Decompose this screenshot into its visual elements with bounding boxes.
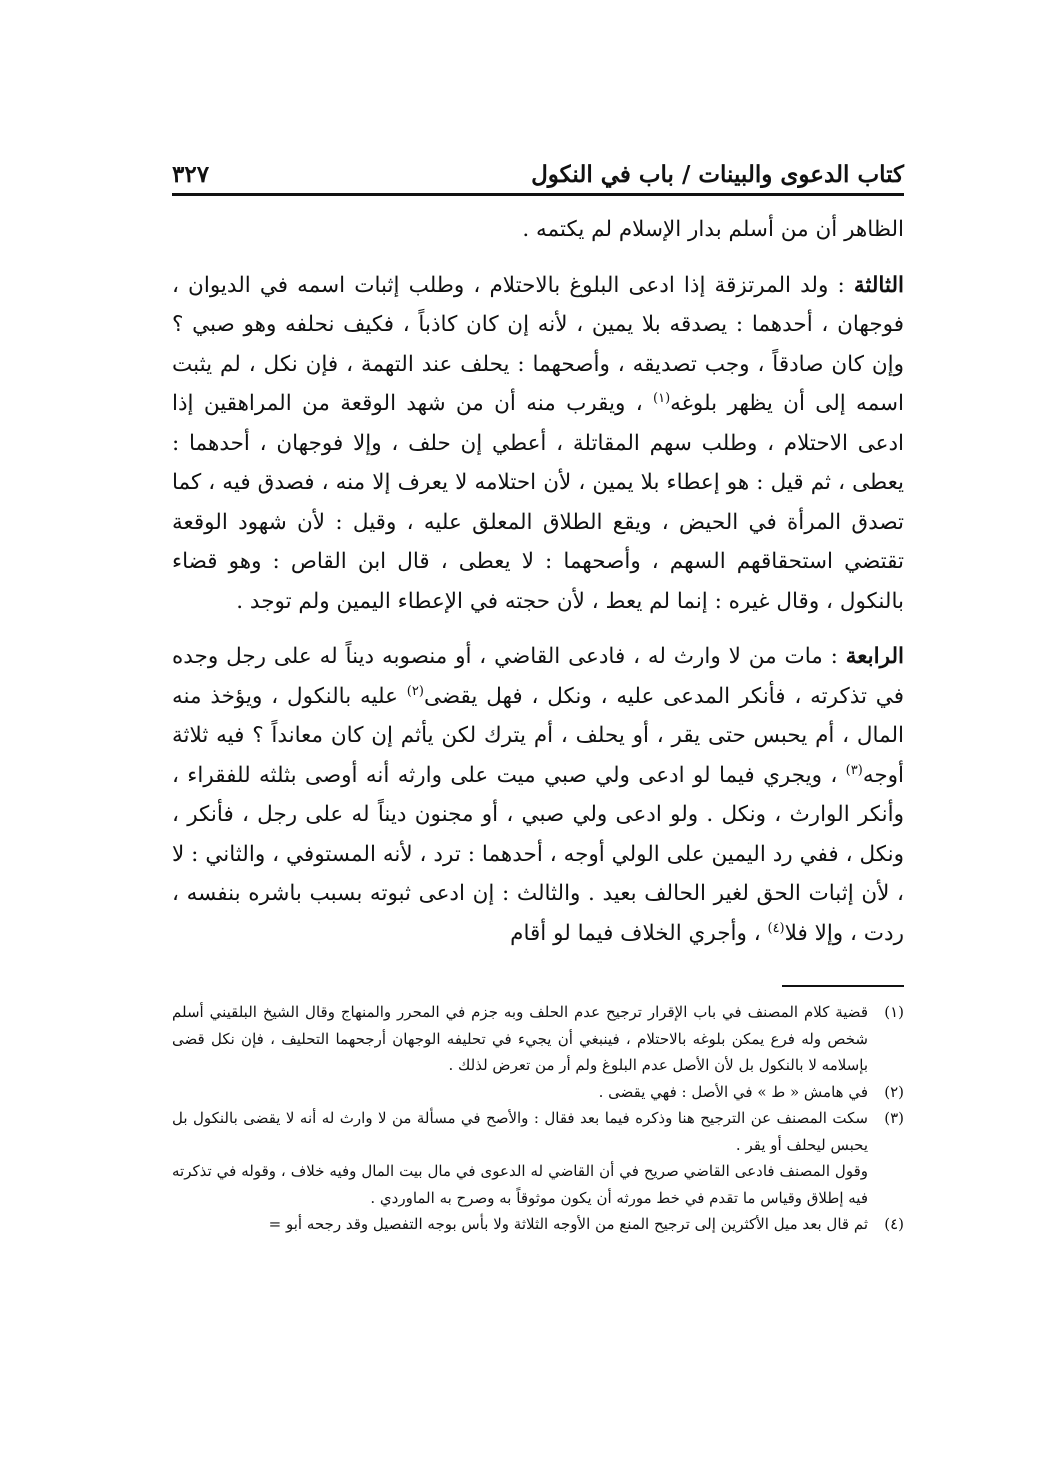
footnote-3-continuation: [172, 1158, 904, 1211]
footnote-2: [172, 1079, 904, 1106]
paragraph-fourth-issue: [172, 637, 904, 953]
fourth-issue-text-a: : مات من لا وارث له ، فادعى القاضي ، أو منصوبه ديناً له على رجل وجده في تذكرته ، فأنكر المدعى عليه ، ونكل ، فهل يقضى: [172, 644, 905, 709]
footnote-text: سكت المصنف عن الترجيح هنا وذكره فيما بعد فقال : والأصح في مسألة من لا وارث له أنه لا يقضى بالنكول بل يحبس ليحلف أو يقر .: [172, 1109, 868, 1154]
book-page: [172, 148, 904, 1238]
footnote-number: (٤): [884, 1215, 904, 1233]
paragraph-third-issue: [172, 266, 904, 622]
footnote-number: (٣): [884, 1109, 904, 1127]
running-title: كتاب الدعوى والبينات / باب في النكول: [531, 161, 904, 188]
footnote-text: وقول المصنف فادعى القاضي صريح في أن القاضي له الدعوى في مال بيت المال وفيه خلاف ، وقوله في تذكرته فيه إطلاق وقياس ما تقدم في خط مورثه أن يكون موثوقاً به وصرح به الماوردي .: [172, 1162, 868, 1207]
footnote-rule: [782, 985, 904, 987]
page-number: ٣٢٧: [172, 161, 210, 188]
fourth-issue-heading: الرابعة: [845, 644, 904, 669]
paragraph-1: [172, 210, 904, 250]
third-issue-text-a: : ولد المرتزقة إذا ادعى البلوغ بالاحتلام ، وطلب إثبات اسمه في الديوان ، فوجهان ، أحدهما : يصدقه بلا يمين ، لأنه إن كان كاذباً ، فكيف نحلفه وهو صبي ؟ وإن كان صادقاً ، وجب تصديقه ، وأصحهما : يحلف عند التهمة ، فإن نكل ، لم يثبت اسمه إلى أن يظهر بلوغه: [172, 272, 904, 416]
footnote-ref-3: (٣): [845, 762, 863, 778]
paragraph-1-text: الظاهر أن من أسلم بدار الإسلام لم يكتمه .: [522, 217, 904, 242]
fourth-issue-text-b: عليه بالنكول ، ويؤخذ منه المال ، أم يحبس حتى يقر ، أو يحلف ، أم يترك لكن يأثم إن كان معانداً ؟ فيه ثلاثة أوجه: [172, 683, 904, 788]
footnote-number: (١): [884, 1003, 904, 1021]
footnotes: [172, 999, 904, 1238]
footnote-text: في هامش « ط » في الأصل : فهي يقضى .: [598, 1082, 868, 1101]
fourth-issue-text-d: ، وأجري الخلاف فيما لو أقام: [510, 920, 768, 946]
footnote-ref-1: (١): [653, 390, 671, 406]
third-issue-text-b: ، ويقرب منه أن من شهد الوقعة من المراهقين إذا ادعى الاحتلام ، وطلب سهم المقاتلة ، أعطي إن حلف ، وإلا فوجهان ، أحدهما : يعطى ، ثم قيل : هو إعطاء بلا يمين ، لأن احتلامه لا يعرف إلا منه ، فصدق فيه ، كما تصدق المرأة في الحيض ، ويقع الطلاق المعلق عليه ، وقيل : لأن شهود الوقعة تقتضي استحقاقهم السهم ، وأصحهما : لا يعطى ، قال ابن القاص : وهو قضاء بالنكول ، وقال غيره : إنما لم يعط ، لأن حجته في الإعطاء اليمين ولم توجد .: [172, 391, 904, 614]
footnote-4: [172, 1211, 904, 1238]
footnote-3: [172, 1105, 904, 1158]
footnote-1: [172, 999, 904, 1079]
footnote-ref-4: (٤): [767, 920, 785, 936]
page-header: [172, 148, 904, 188]
header-rule: [172, 193, 904, 196]
third-issue-heading: الثالثة: [853, 272, 904, 298]
footnote-text: قضية كلام المصنف في باب الإقرار ترجيح عدم الحلف وبه جزم في المحرر والمنهاج وقال الشيخ البلقيني أسلم شخص وله فرع يمكن بلوغه بالاحتلام ، فينبغي أن يجيء في تحليفه الوجهان أرجحهما التحليف ، فإن نكل قضى بإسلامه لا بالنكول بل لأن الأصل عدم البلوغ ولم أر من تعرض لذلك .: [172, 1003, 868, 1074]
fourth-issue-text-c: ، ويجري فيما لو ادعى ولي صبي ميت على وارثه أنه أوصى بثلثه للفقراء ، وأنكر الوارث ، ونكل . ولو ادعى ولي صبي ، أو مجنون ديناً له على رجل ، فأنكر ، ونكل ، ففي رد اليمين على الولي أوجه ، أحدهما : ترد ، لأنه المستوفي ، والثاني : لا ، لأن إثبات الحق لغير الحالف بعيد . والثالث : إن ادعى ثبوته بسبب باشره بنفسه ، ردت ، وإلا فلا: [172, 762, 904, 946]
footnote-number: (٢): [884, 1082, 904, 1101]
footnote-text: ثم قال بعد ميل الأكثرين إلى ترجيح المنع من الأوجه الثلاثة ولا بأس بوجه التفصيل وقد رجحه أبو =: [268, 1215, 868, 1233]
footnote-ref-2: (٢): [406, 683, 424, 699]
